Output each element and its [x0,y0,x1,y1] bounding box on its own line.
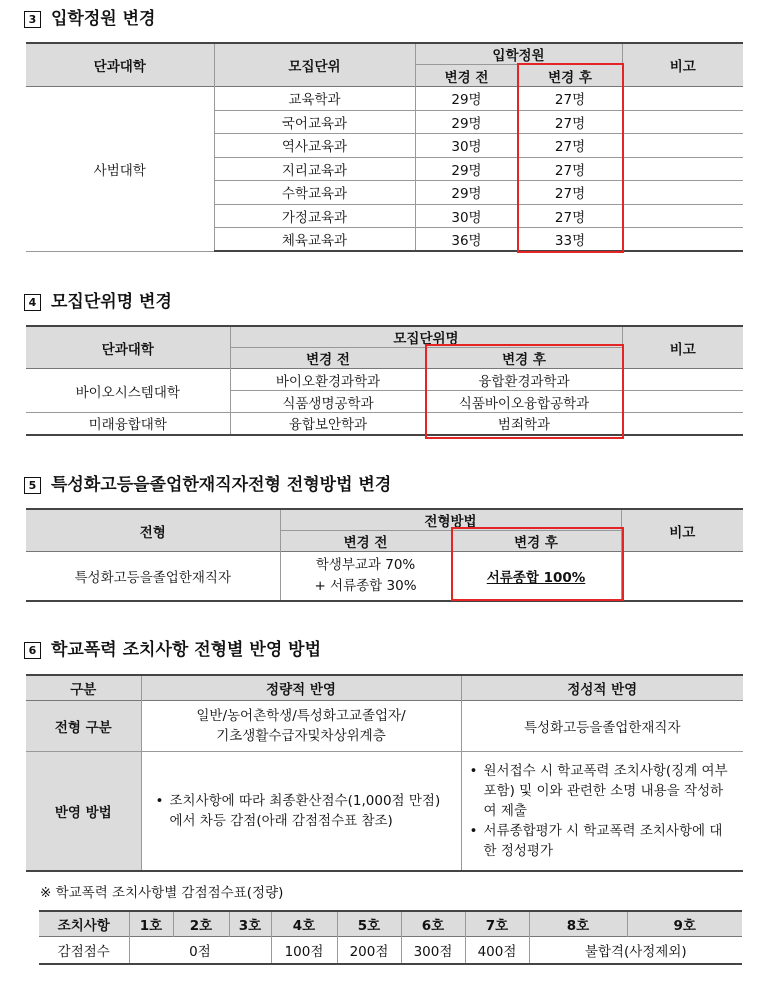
note-cell [622,110,743,134]
quant-track-cell [141,700,461,751]
note-cell [621,552,743,601]
after-cell: 27명 [518,87,622,111]
after-cell: 서류종합 100% [451,552,621,601]
note-cell [622,134,743,158]
unit-cell: 수학교육과 [214,181,415,205]
col-header-college: 단과대학 [26,326,230,369]
quant-method-bullet: • 조치사항에 따라 최종환산점수(1,000점 만점)에서 차등 감점(아래 감점점수표 참조) [170,791,447,831]
penalty-score-table [39,910,742,965]
unit-cell: 역사교육과 [214,134,415,158]
before-cell: 30명 [415,134,518,158]
col-header-qualitative: 정성적 반영 [461,675,743,700]
penalty-value-6: 300점 [401,936,465,964]
note-cell [622,391,743,413]
grade-header: 8호 [529,911,627,936]
before-line-1: 학생부교과 70% [315,556,416,573]
after-cell: 식품바이오융합공학과 [426,391,622,413]
penalty-value-1-3: 0점 [129,936,271,964]
col-header-unit: 모집단위 [214,43,415,87]
note-cell [622,228,743,252]
col-header-note: 비고 [622,43,743,87]
track-cell: 특성화고등을졸업한재직자 [26,552,280,601]
grade-header: 3호 [229,911,271,936]
col-header-note: 비고 [621,509,743,552]
section-6-title [24,639,321,661]
grade-header: 4호 [271,911,337,936]
penalty-value-4: 100점 [271,936,337,964]
penalty-value-8-9: 불합격(사정제외) [529,936,742,964]
col-header-college: 단과대학 [26,43,214,87]
quant-method-cell [141,751,461,871]
row-label-track-type: 전형 구분 [26,700,141,751]
row-label-method: 반영 방법 [26,751,141,871]
before-line-2: + 서류종합 30% [314,577,417,594]
method-change-table [26,508,743,602]
note-cell [622,413,743,435]
before-cell: 29명 [415,110,518,134]
qual-track-cell: 특성화고등을졸업한재직자 [461,700,743,751]
section-number-box: 3 [24,11,41,28]
col-header-after: 변경 후 [426,348,622,369]
col-header-note: 비고 [622,326,743,369]
before-cell [280,552,451,601]
col-header-unit-name: 모집단위명 [230,326,622,348]
college-cell: 바이오시스템대학 [26,369,230,413]
note-cell [622,181,743,205]
col-header-track: 전형 [26,509,280,552]
quant-track-line-1: 일반/농어촌학생/특성화고교졸업자/ [196,707,406,724]
grade-header: 6호 [401,911,465,936]
col-header-before: 변경 전 [230,348,426,369]
penalty-value-5: 200점 [337,936,401,964]
penalty-header-label: 조치사항 [39,911,129,936]
col-header-quantitative: 정량적 반영 [141,675,461,700]
unit-cell: 가정교육과 [214,204,415,228]
after-cell: 27명 [518,134,622,158]
penalty-row-label: 감점점수 [39,936,129,964]
quota-change-table [26,42,743,252]
penalty-note: ※ 학교폭력 조치사항별 감점점수표(정량) [40,885,284,901]
after-cell: 27명 [518,181,622,205]
grade-header: 7호 [465,911,529,936]
unit-cell: 체육교육과 [214,228,415,252]
section-3-title [24,8,155,30]
before-cell: 29명 [415,181,518,205]
before-cell: 29명 [415,87,518,111]
violence-reflection-table [26,674,743,872]
section-title-text: 특성화고등을졸업한재직자전형 전형방법 변경 [51,475,392,495]
section-title-text: 모집단위명 변경 [51,292,172,312]
unit-cell: 교육학과 [214,87,415,111]
qual-method-bullet: • 원서접수 시 학교폭력 조치사항(징계 여부 포함) 및 이와 관련한 소명 내용을 작성하여 제출 [484,761,736,821]
note-cell [622,87,743,111]
grade-header: 5호 [337,911,401,936]
unit-cell: 국어교육과 [214,110,415,134]
before-cell: 29명 [415,157,518,181]
grade-header: 9호 [627,911,742,936]
section-number-box: 5 [24,477,41,494]
note-cell [622,204,743,228]
section-title-text: 학교폭력 조치사항 전형별 반영 방법 [51,640,322,660]
after-cell: 융합환경과학과 [426,369,622,391]
col-header-after: 변경 후 [451,531,621,552]
before-cell: 식품생명공학과 [230,391,426,413]
before-cell: 바이오환경과학과 [230,369,426,391]
section-4-title [24,291,172,313]
section-title-text: 입학정원 변경 [51,9,156,29]
college-cell: 사범대학 [26,87,214,252]
col-header-before: 변경 전 [415,65,518,87]
col-header-after: 변경 후 [518,65,622,87]
col-header-quota: 입학정원 [415,43,622,65]
before-cell: 36명 [415,228,518,252]
penalty-value-7: 400점 [465,936,529,964]
college-cell: 미래융합대학 [26,413,230,435]
after-cell: 33명 [518,228,622,252]
before-cell: 30명 [415,204,518,228]
qual-method-bullet: • 서류종합평가 시 학교폭력 조치사항에 대한 정성평가 [484,821,736,861]
before-cell: 융합보안학과 [230,413,426,435]
grade-header: 2호 [173,911,229,936]
quant-track-line-2: 기초생활수급자및차상위계층 [216,727,386,744]
section-number-box: 4 [24,294,41,311]
note-cell [622,369,743,391]
after-cell: 범죄학과 [426,413,622,435]
unit-cell: 지리교육과 [214,157,415,181]
after-cell: 27명 [518,157,622,181]
after-cell: 27명 [518,110,622,134]
note-cell [622,157,743,181]
grade-header: 1호 [129,911,173,936]
col-header-before: 변경 전 [280,531,451,552]
section-5-title [24,474,391,496]
qual-method-cell [461,751,743,871]
section-number-box: 6 [24,642,41,659]
col-header-method: 전형방법 [280,509,621,531]
unit-name-change-table [26,325,743,436]
col-header-category: 구분 [26,675,141,700]
after-cell: 27명 [518,204,622,228]
